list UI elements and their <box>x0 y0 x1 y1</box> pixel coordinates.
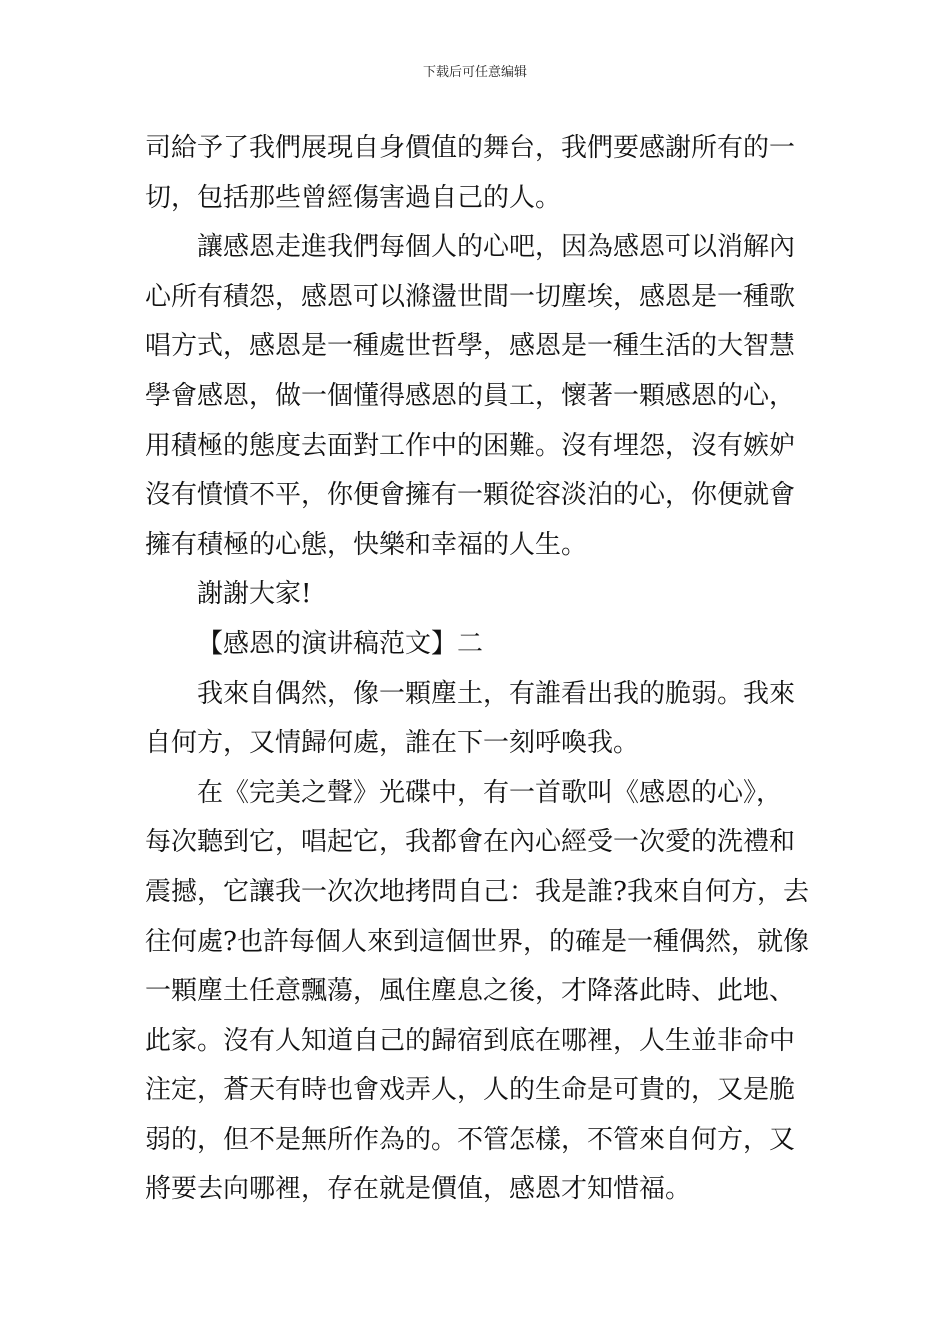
text-line: 自何方，又情歸何處，誰在下一刻呼喚我。 <box>145 728 640 759</box>
text-line: 在《完美之聲》光碟中，有一首歌叫《感恩的心》， <box>197 777 783 808</box>
text-line: 一顆塵土任意飄蕩，風住塵息之後，才降落此時、此地、 <box>145 976 796 1007</box>
text-line: 切，包括那些曾經傷害過自己的人。 <box>145 182 562 213</box>
text-line: 讓感恩走進我們每個人的心吧，因為感恩可以消解內 <box>197 232 796 263</box>
text-line: 弱的，但不是無所作為的。不管怎樣，不管來自何方，又 <box>145 1124 796 1155</box>
document-body <box>145 124 810 1215</box>
page-header: 下载后可任意编辑 <box>422 65 527 80</box>
text-line: 每次聽到它，唱起它，我都會在內心經受一次愛的洗禮和 <box>145 827 796 858</box>
text-line: 司給予了我們展現自身價值的舞台，我們要感謝所有的一 <box>145 133 796 163</box>
text-line: 唱方式，感恩是一種處世哲學，感恩是一種生活的大智慧 <box>145 331 796 362</box>
text-line: 擁有積極的心態，快樂和幸福的人生。 <box>145 529 588 560</box>
text-line: 此家。沒有人知道自己的歸宿到底在哪裡，人生並非命中 <box>145 1025 796 1056</box>
text-line: 沒有憤憤不平，你便會擁有一顆從容淡泊的心，你便就會 <box>145 480 796 511</box>
text-line: 心所有積怨，感恩可以滌盪世間一切塵埃，感恩是一種歌 <box>145 281 796 312</box>
text-line: 謝謝大家! <box>197 579 312 610</box>
text-line: 震撼，它讓我一次次地拷問自己：我是誰?我來自何方，去 <box>145 876 809 907</box>
section-heading: 【感恩的演讲稿范文】二 <box>197 628 484 659</box>
text-line: 學會感恩，做一個懂得感恩的員工，懷著一顆感恩的心， <box>145 380 796 411</box>
text-line: 注定，蒼天有時也會戏弄人，人的生命是可貴的，又是脆 <box>145 1075 796 1106</box>
text-line: 我來自偶然，像一顆塵土，有誰看出我的脆弱。我來 <box>197 678 796 709</box>
text-line: 往何處?也許每個人來到這個世界，的確是一種偶然，就像 <box>145 926 809 957</box>
text-line: 將要去向哪裡，存在就是價值，感恩才知惜福。 <box>145 1174 692 1205</box>
text-line: 用積極的態度去面對工作中的困難。沒有埋怨，沒有嫉妒 <box>145 430 796 461</box>
